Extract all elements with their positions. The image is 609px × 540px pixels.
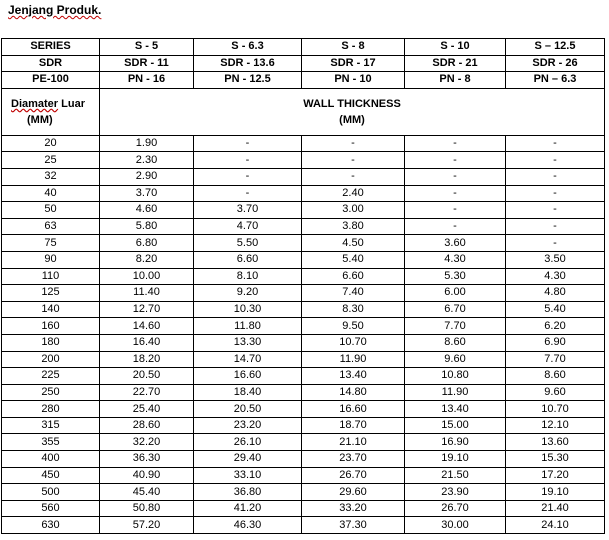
diameter-cell: 140 [2,301,100,318]
thickness-cell: 14.60 [100,318,194,335]
thickness-cell: 46.30 [194,517,302,534]
thickness-cell: 30.00 [405,517,506,534]
thickness-cell: 8.10 [194,268,302,285]
thickness-cell: - [506,218,605,235]
thickness-cell: - [194,168,302,185]
thickness-cell: 9.20 [194,285,302,302]
thickness-cell: 9.50 [302,318,405,335]
thickness-cell: 12.10 [506,417,605,434]
thickness-cell: - [302,135,405,152]
thickness-cell: 20.50 [194,401,302,418]
thickness-cell: 8.20 [100,251,194,268]
table-row [2,251,605,268]
diameter-cell: 25 [2,152,100,169]
thickness-cell: 3.00 [302,202,405,219]
diameter-cell: 560 [2,500,100,517]
thickness-cell: 24.10 [506,517,605,534]
thickness-cell: 33.10 [194,467,302,484]
thickness-cell: 8.30 [302,301,405,318]
thickness-cell: 29.60 [302,484,405,501]
table-row [2,285,605,302]
thickness-cell: 26.70 [405,500,506,517]
thickness-cell: 26.70 [302,467,405,484]
thickness-cell: 10.00 [100,268,194,285]
thickness-cell: 10.70 [302,334,405,351]
thickness-cell: 11.40 [100,285,194,302]
header-cell: S – 12.5 [506,39,605,56]
thickness-cell: 6.00 [405,285,506,302]
table-row [2,467,605,484]
thickness-cell: 6.70 [405,301,506,318]
wall-thickness-unit: (MM) [339,113,365,126]
header-cell: PN - 10 [302,72,405,89]
thickness-cell: 17.20 [506,467,605,484]
thickness-cell: 10.30 [194,301,302,318]
table-row [2,301,605,318]
thickness-cell: 23.20 [194,417,302,434]
thickness-cell: 40.90 [100,467,194,484]
table-row [2,318,605,335]
thickness-cell: 3.60 [405,235,506,252]
table-row [2,351,605,368]
header-cell: S - 6.3 [194,39,302,56]
diameter-cell: 250 [2,384,100,401]
table-row [2,417,605,434]
thickness-cell: 21.40 [506,500,605,517]
header-cell: PN - 12.5 [194,72,302,89]
thickness-cell: 16.90 [405,434,506,451]
diameter-cell: 75 [2,235,100,252]
thickness-cell: 20.50 [100,368,194,385]
diameter-cell: 50 [2,202,100,219]
thickness-cell: 10.80 [405,368,506,385]
thickness-cell: 5.40 [302,251,405,268]
header-cell: SDR - 26 [506,55,605,72]
thickness-cell: 3.70 [100,185,194,202]
diameter-cell: 225 [2,368,100,385]
diameter-cell: 315 [2,417,100,434]
diameter-cell: 160 [2,318,100,335]
thickness-cell: 22.70 [100,384,194,401]
series-row [2,39,605,56]
diameter-cell: 63 [2,218,100,235]
thickness-cell: 37.30 [302,517,405,534]
diameter-header [2,88,100,135]
table-row [2,517,605,534]
thickness-cell: 14.80 [302,384,405,401]
thickness-cell: 15.30 [506,451,605,468]
thickness-cell: 7.70 [405,318,506,335]
diameter-word-2: Luar [61,97,85,110]
thickness-cell: 13.40 [405,401,506,418]
thickness-cell: 33.20 [302,500,405,517]
thickness-cell: 6.60 [194,251,302,268]
table-row [2,384,605,401]
table-row [2,235,605,252]
header-cell: SDR - 17 [302,55,405,72]
thickness-cell: 29.40 [194,451,302,468]
table-row [2,185,605,202]
header-cell: SERIES [2,39,100,56]
thickness-cell: 2.40 [302,185,405,202]
diameter-cell: 125 [2,285,100,302]
thickness-cell: 57.20 [100,517,194,534]
thickness-cell: 8.60 [506,368,605,385]
thickness-cell: - [302,152,405,169]
header-cell: SDR - 13.6 [194,55,302,72]
wall-thickness-header [100,88,605,135]
thickness-cell: 5.50 [194,235,302,252]
diameter-cell: 32 [2,168,100,185]
document-title-text: Jenjang Produk. [8,3,102,17]
thickness-cell: 7.40 [302,285,405,302]
thickness-cell: 1.90 [100,135,194,152]
thickness-cell: - [405,152,506,169]
diameter-cell: 355 [2,434,100,451]
sdr-row [2,55,605,72]
thickness-cell: 16.60 [194,368,302,385]
thickness-cell: 50.80 [100,500,194,517]
document-title [8,3,101,17]
thickness-cell: 8.60 [405,334,506,351]
diameter-cell: 400 [2,451,100,468]
table-row [2,268,605,285]
table-row [2,500,605,517]
thickness-cell: 18.20 [100,351,194,368]
thickness-cell: 4.50 [302,235,405,252]
header-cell: SDR - 21 [405,55,506,72]
table-row [2,401,605,418]
thickness-cell: 3.50 [506,251,605,268]
table-row [2,202,605,219]
thickness-cell: 21.10 [302,434,405,451]
thickness-cell: 5.40 [506,301,605,318]
wall-thickness-label: WALL THICKNESS [303,97,401,110]
header-cell: SDR - 11 [100,55,194,72]
header-cell: SDR [2,55,100,72]
thickness-cell: 16.60 [302,401,405,418]
thickness-cell: 4.30 [506,268,605,285]
diameter-cell: 500 [2,484,100,501]
table-row [2,451,605,468]
thickness-cell: 11.90 [405,384,506,401]
thickness-cell: 45.40 [100,484,194,501]
thickness-cell: - [506,185,605,202]
thickness-cell: 23.70 [302,451,405,468]
thickness-cell: 6.60 [302,268,405,285]
table-row [2,218,605,235]
thickness-cell: - [506,202,605,219]
thickness-cell: 4.30 [405,251,506,268]
thickness-cell: 36.80 [194,484,302,501]
thickness-cell: 18.40 [194,384,302,401]
product-range-table [1,38,605,534]
thickness-cell: - [506,135,605,152]
thickness-cell: 28.60 [100,417,194,434]
thickness-cell: 6.80 [100,235,194,252]
diameter-cell: 110 [2,268,100,285]
table-row [2,434,605,451]
diameter-cell: 450 [2,467,100,484]
thickness-cell: 12.70 [100,301,194,318]
header-cell: S - 8 [302,39,405,56]
thickness-cell: 13.60 [506,434,605,451]
thickness-cell: 19.10 [506,484,605,501]
header-cell: S - 10 [405,39,506,56]
thickness-cell: - [506,235,605,252]
thickness-cell: - [405,202,506,219]
thickness-cell: 25.40 [100,401,194,418]
thickness-cell: 15.00 [405,417,506,434]
header-cell: PN - 16 [100,72,194,89]
table-row [2,168,605,185]
header-cell: S - 5 [100,39,194,56]
table-row [2,135,605,152]
header-cell: PN – 6.3 [506,72,605,89]
thickness-cell: 21.50 [405,467,506,484]
thickness-cell: 5.80 [100,218,194,235]
thickness-cell: - [405,135,506,152]
table-row [2,334,605,351]
pn-row [2,72,605,89]
thickness-cell: 32.20 [100,434,194,451]
header-cell: PE-100 [2,72,100,89]
thickness-cell: 14.70 [194,351,302,368]
thickness-cell: 13.30 [194,334,302,351]
thickness-cell: 6.90 [506,334,605,351]
diameter-cell: 90 [2,251,100,268]
diameter-cell: 40 [2,185,100,202]
diameter-cell: 200 [2,351,100,368]
thickness-cell: - [302,168,405,185]
thickness-cell: - [405,218,506,235]
thickness-cell: 3.80 [302,218,405,235]
thickness-cell: 9.60 [405,351,506,368]
thickness-cell: 19.10 [405,451,506,468]
thickness-cell: 2.30 [100,152,194,169]
diameter-cell: 20 [2,135,100,152]
thickness-cell: 11.80 [194,318,302,335]
thickness-cell: - [405,168,506,185]
thickness-cell: 16.40 [100,334,194,351]
header-cell: PN - 8 [405,72,506,89]
diameter-cell: 630 [2,517,100,534]
table-row [2,368,605,385]
thickness-cell: 4.70 [194,218,302,235]
thickness-cell: - [194,185,302,202]
thickness-cell: 9.60 [506,384,605,401]
thickness-cell: - [506,152,605,169]
thickness-cell: 41.20 [194,500,302,517]
thickness-cell: 26.10 [194,434,302,451]
thickness-cell: 5.30 [405,268,506,285]
diameter-unit: (MM) [27,113,53,126]
subheader-row [2,88,605,135]
diameter-word-1: Diamater [11,97,59,110]
thickness-cell: 2.90 [100,168,194,185]
thickness-cell: 7.70 [506,351,605,368]
thickness-cell: 36.30 [100,451,194,468]
thickness-cell: 10.70 [506,401,605,418]
thickness-cell: 18.70 [302,417,405,434]
thickness-cell: 4.80 [506,285,605,302]
thickness-cell: 6.20 [506,318,605,335]
thickness-cell: - [405,185,506,202]
diameter-cell: 280 [2,401,100,418]
diameter-cell: 180 [2,334,100,351]
thickness-cell: - [194,152,302,169]
thickness-cell: 13.40 [302,368,405,385]
thickness-cell: 23.90 [405,484,506,501]
thickness-cell: - [194,135,302,152]
thickness-cell: 11.90 [302,351,405,368]
thickness-cell: - [506,168,605,185]
thickness-cell: 3.70 [194,202,302,219]
thickness-cell: 4.60 [100,202,194,219]
table-row [2,484,605,501]
table-row [2,152,605,169]
